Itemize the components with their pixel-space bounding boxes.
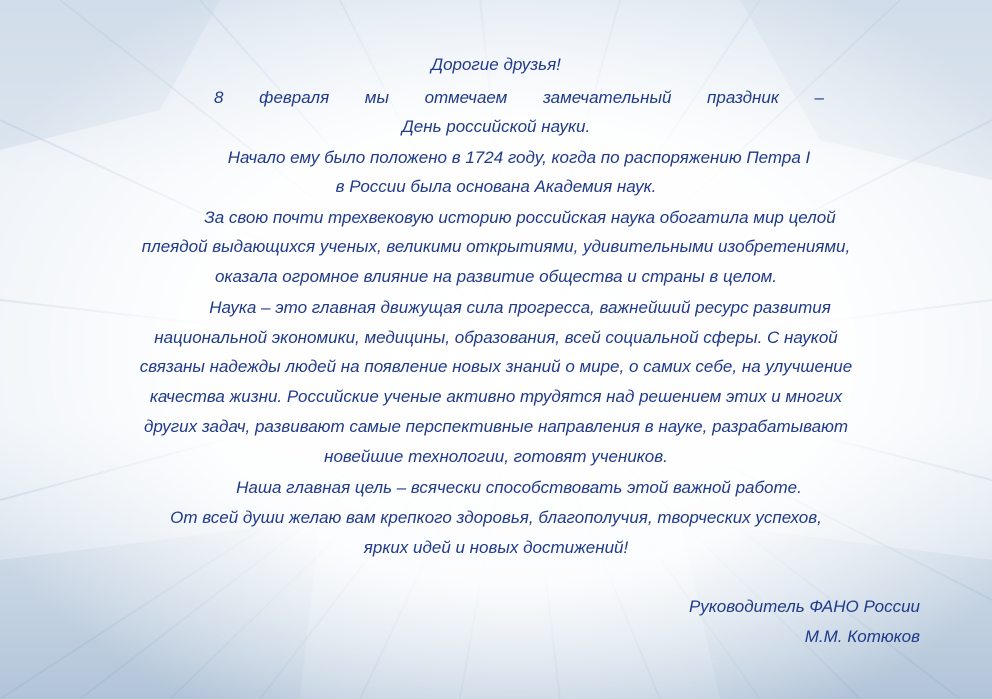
greeting: Дорогие друзья! [431, 55, 561, 74]
text-line: оказала огромное влияние на развитие общества и страны в целом. [214, 267, 778, 286]
intro-word: февраля [259, 88, 330, 107]
intro-word: мы [364, 88, 389, 107]
intro-line [214, 88, 824, 108]
signature-title: Руководитель ФАНО России [688, 597, 920, 616]
text-line: новейшие технологии, готовят учеников. [324, 447, 668, 466]
intro-word: – [814, 88, 824, 107]
text-line: За свою почти трехвековую историю российская наука обогатила мир целой [204, 208, 836, 227]
text-line: в России была основана Академия наук. [335, 177, 657, 196]
text-line: качества жизни. Российские ученые активно трудятся над решением этих и многих [149, 387, 843, 406]
intro-word: отмечаем [424, 88, 508, 107]
text-line: День российской науки. [401, 117, 591, 136]
intro-word: 8 [214, 88, 224, 107]
text-line: От всей души желаю вам крепкого здоровья, благополучия, творческих успехов, [170, 508, 822, 527]
text-line: Наука – это главная движущая сила прогресса, важнейший ресурс развития [209, 298, 831, 317]
intro-word: праздник [707, 88, 779, 107]
text-line: Начало ему было положено в 1724 году, когда по распоряжению Петра I [227, 148, 811, 167]
text-line: связаны надежды людей на появление новых знаний о мире, о самих себе, на улучшение [139, 357, 853, 376]
signature-name: М.М. Котюков [804, 627, 920, 646]
intro-word: замечательный [542, 88, 672, 107]
text-line: плеядой выдающихся ученых, великими открытиями, удивительными изобретениями, [141, 237, 851, 256]
text-line: других задач, развивают самые перспективные направления в науке, разрабатывают [143, 417, 849, 436]
text-line: ярких идей и новых достижений! [363, 538, 629, 557]
text-line: Наша главная цель – всячески способствовать этой важной работе. [236, 478, 802, 497]
text-line: национальной экономики, медицины, образования, всей социальной сферы. С наукой [154, 328, 838, 347]
